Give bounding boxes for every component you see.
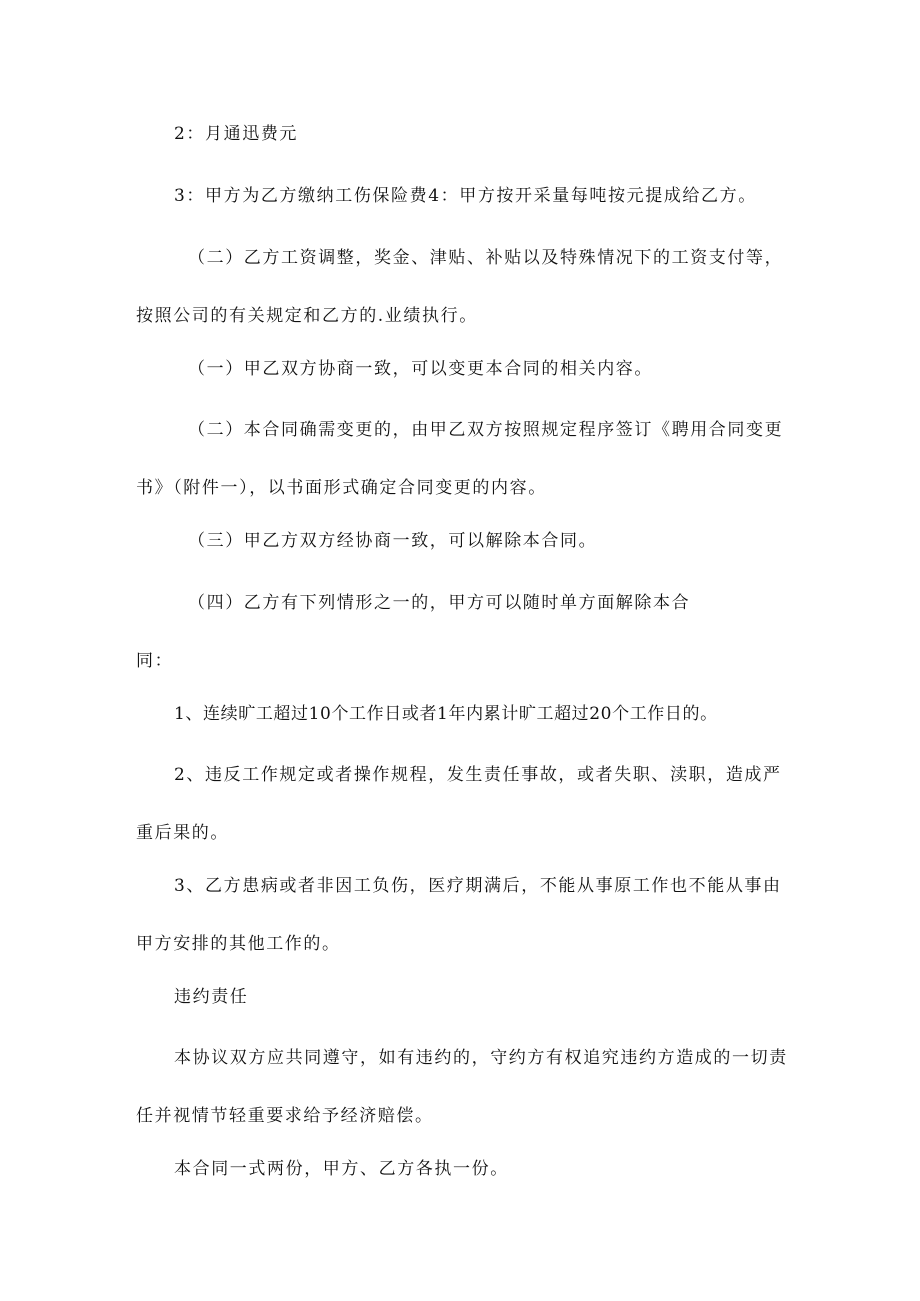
paragraph-line: 书》（附件一），以书面形式确定合同变更的内容。 [136, 478, 547, 498]
paragraph-change-procedure [136, 401, 791, 517]
paragraph-unilateral-termination [136, 574, 791, 690]
paragraph-communication-fee [136, 105, 791, 163]
paragraph-line: 按照公司的有关规定和乙方的.业绩执行。 [136, 306, 478, 326]
paragraph-line: 本合同一式两份，甲方、乙方各执一份。 [174, 1159, 509, 1179]
paragraph-line: 2：月通迅费元 [174, 124, 299, 144]
paragraph-liability [136, 1029, 791, 1145]
paragraph-line: （二）乙方工资调整，奖金、津贴、补贴以及特殊情况下的工资支付等， [188, 248, 784, 268]
paragraph-insurance [136, 167, 791, 225]
paragraph-line: 违约责任 [174, 987, 249, 1007]
paragraph-line: 2、违反工作规定或者操作规程，发生责任事故，或者失职、渎职，造成严 [174, 765, 782, 785]
paragraph-termination-consensus [136, 512, 791, 570]
paragraph-absence [136, 685, 791, 743]
paragraph-change-by-consensus [136, 340, 791, 398]
paragraph-line: 重后果的。 [136, 823, 229, 843]
paragraph-line: 3、乙方患病或者非因工负伤，医疗期满后，不能从事原工作也不能从事由 [174, 876, 782, 896]
paragraph-illness [136, 857, 791, 973]
paragraph-violation [136, 746, 791, 862]
paragraph-line: 甲方安排的其他工作的。 [136, 934, 341, 954]
section-heading-liability [136, 968, 791, 1026]
paragraph-line: 3：甲方为乙方缴纳工伤保险费4：甲方按开采量每吨按元提成给乙方。 [174, 186, 757, 206]
paragraph-salary-adjustment [136, 229, 791, 345]
paragraph-copies [136, 1140, 791, 1198]
paragraph-line: （二）本合同确需变更的，由甲乙双方按照规定程序签订《聘用合同变更 [188, 420, 784, 440]
paragraph-line: （四）乙方有下列情形之一的，甲方可以随时单方面解除本合 [188, 593, 691, 613]
paragraph-line: （三）甲乙方双方经协商一致，可以解除本合同。 [188, 531, 598, 551]
paragraph-line: 本协议双方应共同遵守，如有违约的，守约方有权追究违约方造成的一切责 [174, 1048, 788, 1068]
paragraph-line: 同： [136, 651, 174, 671]
paragraph-line: （一）甲乙双方协商一致，可以变更本合同的相关内容。 [188, 359, 653, 379]
paragraph-line: 任并视情节轻重要求给予经济赔偿。 [136, 1106, 434, 1126]
paragraph-line: 1、连续旷工超过10个工作日或者1年内累计旷工超过20个工作日的。 [174, 704, 718, 724]
